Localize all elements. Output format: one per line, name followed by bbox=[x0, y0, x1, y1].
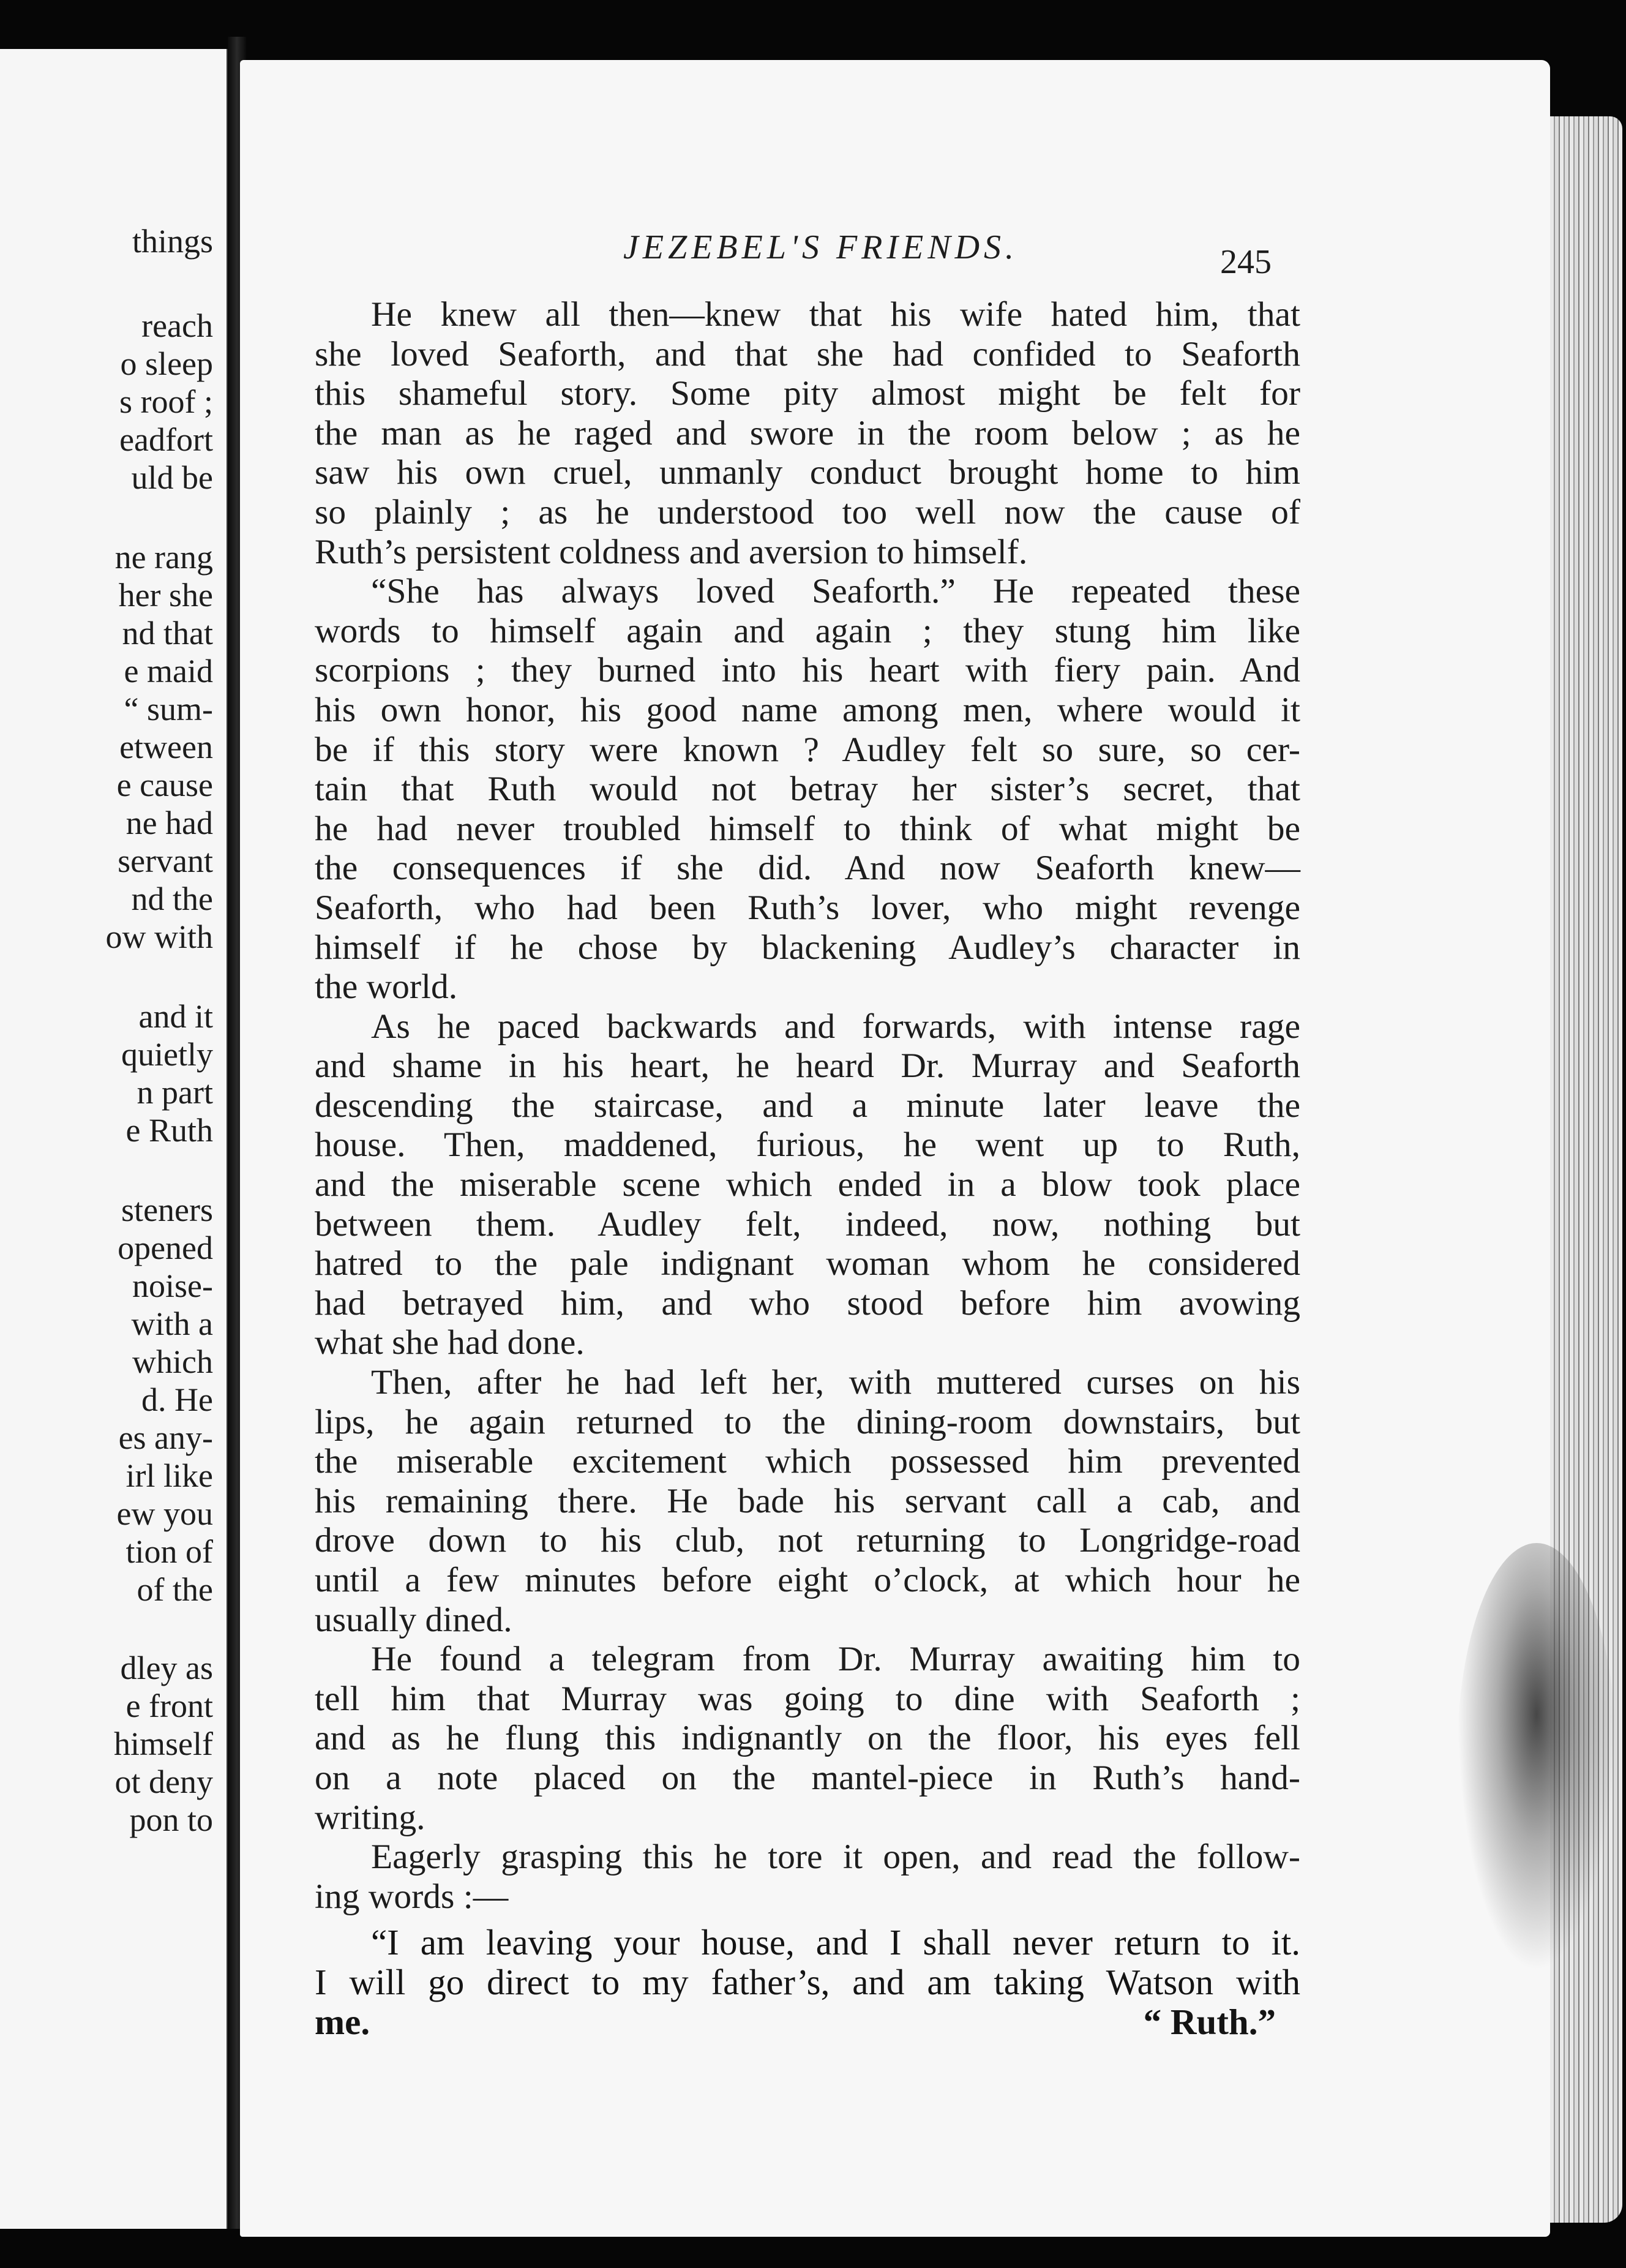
paragraph bbox=[315, 1640, 1300, 1838]
paragraph bbox=[315, 572, 1300, 1007]
text-line: Seaforth, who had been Ruth’s lover, who might revenge bbox=[315, 888, 1300, 927]
text-line: Eagerly grasping this he tore it open, and read the follow- bbox=[371, 1838, 1300, 1877]
previous-page-line: o sleep bbox=[120, 345, 213, 382]
text-line: he had never troubled himself to think of what might be bbox=[315, 809, 1300, 848]
text-line: the world. bbox=[315, 967, 458, 1007]
text-line: what she had done. bbox=[315, 1323, 585, 1362]
text-line: writing. bbox=[315, 1798, 425, 1837]
letter-signature: “ Ruth.” bbox=[1143, 2001, 1276, 2042]
paragraph bbox=[315, 1838, 1300, 1917]
previous-page-line: “ sum- bbox=[124, 691, 213, 727]
previous-page-line: reach bbox=[141, 307, 213, 344]
previous-page-line: pon to bbox=[129, 1801, 213, 1838]
text-line: As he paced backwards and forwards, with intense rage bbox=[371, 1007, 1300, 1046]
text-line: hatred to the pale indignant woman whom he considered bbox=[315, 1244, 1300, 1283]
body-text bbox=[315, 295, 1300, 2041]
previous-page bbox=[0, 49, 229, 2229]
running-head: JEZEBEL'S FRIENDS. bbox=[623, 228, 1019, 266]
previous-page-line: irl like bbox=[126, 1457, 213, 1494]
previous-page-line: e maid bbox=[124, 653, 213, 689]
text-line: and the miserable scene which ended in a blow took place bbox=[315, 1165, 1300, 1204]
letter-line: “I am leaving your house, and I shall never return to it. bbox=[371, 1922, 1300, 1963]
previous-page-line: ew you bbox=[116, 1495, 213, 1532]
previous-page-line: servant bbox=[118, 843, 213, 879]
text-line: descending the staircase, and a minute later leave the bbox=[315, 1086, 1300, 1125]
previous-page-line: ot deny bbox=[114, 1763, 213, 1800]
text-line: He knew all then—knew that his wife hated him, that bbox=[371, 295, 1300, 334]
text-line: tain that Ruth would not betray her sister’s secret, that bbox=[315, 770, 1300, 809]
previous-page-line: things bbox=[132, 223, 213, 260]
previous-page-line: ow with bbox=[105, 918, 213, 955]
previous-page-line: and it bbox=[138, 998, 213, 1035]
previous-page-line: with a bbox=[131, 1305, 213, 1342]
page-stain bbox=[1457, 1543, 1616, 1972]
text-line: scorpions ; they burned into his heart with fiery pain. And bbox=[315, 651, 1300, 690]
text-line: usually dined. bbox=[315, 1600, 512, 1639]
text-line: “She has always loved Seaforth.” He repeated these bbox=[371, 572, 1300, 611]
text-line: this shameful story. Some pity almost might be felt for bbox=[315, 374, 1300, 413]
letter-closing-word: me. bbox=[315, 2001, 370, 2042]
previous-page-line: quietly bbox=[121, 1036, 213, 1073]
previous-page-line: of the bbox=[137, 1571, 213, 1608]
text-line: He found a telegram from Dr. Murray awaiting him to bbox=[371, 1640, 1300, 1679]
previous-page-line: e front bbox=[126, 1688, 213, 1724]
text-line: until a few minutes before eight o’clock, at which hour he bbox=[315, 1561, 1300, 1599]
previous-page-line: nd the bbox=[131, 881, 213, 917]
text-line: the man as he raged and swore in the room below ; as he bbox=[315, 413, 1300, 452]
previous-page-line: n part bbox=[137, 1074, 213, 1111]
text-line: his own honor, his good name among men, where would it bbox=[315, 690, 1300, 729]
text-line: words to himself again and again ; they stung him like bbox=[315, 611, 1300, 650]
text-line: house. Then, maddened, furious, he went up to Ruth, bbox=[315, 1125, 1300, 1165]
paragraph bbox=[315, 295, 1300, 572]
text-line: she loved Seaforth, and that she had confided to Seaforth bbox=[315, 334, 1300, 374]
text-line: saw his own cruel, unmanly conduct brought home to him bbox=[315, 453, 1300, 492]
text-line: lips, he again returned to the dining-room downstairs, but bbox=[315, 1402, 1300, 1441]
text-line: himself if he chose by blackening Audley’s character in bbox=[315, 928, 1300, 967]
previous-page-line: ne rang bbox=[114, 539, 213, 576]
paragraph bbox=[315, 1007, 1300, 1363]
text-line: Then, after he had left her, with muttered curses on his bbox=[371, 1363, 1300, 1402]
text-line: and shame in his heart, he heard Dr. Murray and Seaforth bbox=[315, 1046, 1300, 1086]
previous-page-line: steners bbox=[121, 1192, 213, 1228]
previous-page-line: etween bbox=[119, 729, 213, 765]
previous-page-line: which bbox=[132, 1343, 213, 1380]
text-line: the miserable excitement which possessed him prevented bbox=[315, 1442, 1300, 1481]
previous-page-line: dley as bbox=[120, 1650, 213, 1686]
text-line: between them. Audley felt, indeed, now, nothing but bbox=[315, 1204, 1300, 1244]
previous-page-line: her she bbox=[118, 577, 213, 614]
text-line: so plainly ; as he understood too well now the cause of bbox=[315, 492, 1300, 531]
letter-signoff bbox=[315, 2002, 1300, 2042]
text-line: had betrayed him, and who stood before him avowing bbox=[315, 1283, 1300, 1323]
previous-page-line: eadfort bbox=[119, 421, 213, 458]
previous-page-line: noise- bbox=[132, 1267, 213, 1304]
text-line: drove down to his club, not returning to Longridge-road bbox=[315, 1521, 1300, 1560]
previous-page-line: nd that bbox=[122, 615, 213, 651]
previous-page-line: e Ruth bbox=[126, 1112, 213, 1149]
previous-page-line: es any- bbox=[118, 1419, 213, 1456]
previous-page-line: e cause bbox=[116, 767, 213, 803]
text-line: on a note placed on the mantel-piece in Ruth’s hand- bbox=[315, 1758, 1300, 1797]
previous-page-line: d. He bbox=[141, 1381, 213, 1418]
letter-line: I will go direct to my father’s, and am taking Watson with bbox=[315, 1961, 1300, 2002]
text-line: tell him that Murray was going to dine with Seaforth ; bbox=[315, 1679, 1300, 1718]
paragraph bbox=[315, 1363, 1300, 1640]
text-line: and as he flung this indignantly on the floor, his eyes fell bbox=[315, 1719, 1300, 1758]
text-line: his remaining there. He bade his servant call a cab, and bbox=[315, 1481, 1300, 1520]
previous-page-line: uld be bbox=[131, 459, 213, 496]
text-line: Ruth’s persistent coldness and aversion to himself. bbox=[315, 532, 1028, 571]
previous-page-line: tion of bbox=[126, 1533, 213, 1570]
previous-page-line: himself bbox=[114, 1725, 213, 1762]
page-number: 245 bbox=[1220, 243, 1272, 281]
text-line: ing words :— bbox=[315, 1877, 509, 1916]
text-line: be if this story were known ? Audley felt so sure, so cer- bbox=[315, 730, 1300, 769]
previous-page-line: ne had bbox=[126, 805, 213, 841]
previous-page-line: opened bbox=[118, 1230, 213, 1266]
text-line: the consequences if she did. And now Seaforth knew— bbox=[315, 849, 1300, 888]
previous-page-line: s roof ; bbox=[119, 383, 213, 420]
letter-text bbox=[315, 1923, 1300, 2041]
